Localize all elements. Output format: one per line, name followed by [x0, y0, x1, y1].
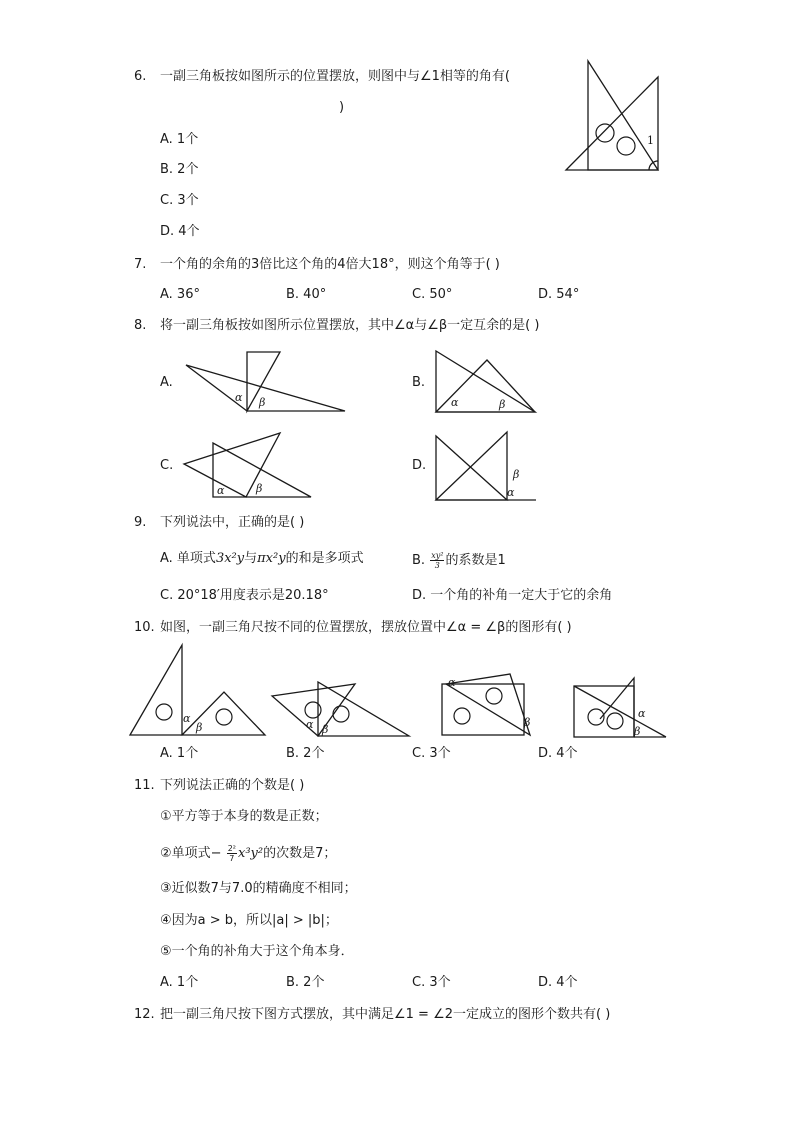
- question-12-stem: 把一副三角尺按下图方式摆放，其中满足∠1 = ∠2一定成立的图形个数共有( ): [160, 1007, 611, 1022]
- question-11-option-b[interactable]: B. 2个: [286, 975, 325, 990]
- q10f4-alpha: α: [638, 707, 646, 720]
- question-6-option-c[interactable]: C. 3个: [160, 193, 199, 208]
- q10f1-triangle-2: [182, 692, 265, 735]
- question-8-option-a-letter[interactable]: A.: [160, 375, 173, 390]
- q11s2-fraction: [227, 844, 237, 863]
- question-7-option-b[interactable]: B. 40°: [286, 287, 327, 302]
- q10f3-alpha: α: [448, 676, 456, 689]
- question-8-figure-c: [180, 428, 320, 500]
- q10f4-hole-2: [607, 713, 623, 729]
- q8b-beta: β: [499, 398, 506, 411]
- question-10-option-a[interactable]: A. 1个: [160, 746, 199, 761]
- q9a-pre: A. 单项式: [160, 551, 216, 566]
- q6-hole-1: [596, 124, 614, 142]
- question-11-statement-2: [160, 844, 336, 863]
- question-12-number: 12.: [134, 1007, 155, 1022]
- question-9-stem: 下列说法中，正确的是( ): [160, 515, 305, 530]
- q10f1-hole-2: [216, 709, 232, 725]
- question-7-option-c[interactable]: C. 50°: [412, 287, 453, 302]
- question-11-statement-1: ①平方等于本身的数是正数；: [160, 809, 328, 824]
- q8b-alpha: α: [451, 396, 459, 409]
- question-9-option-a[interactable]: [160, 551, 364, 567]
- question-6-stem-end: ): [339, 100, 345, 115]
- question-11-number: 11.: [134, 778, 155, 793]
- question-11-option-a[interactable]: A. 1个: [160, 975, 199, 990]
- q10f2-hole-2: [333, 706, 349, 722]
- question-11-option-d[interactable]: D. 4个: [538, 975, 578, 990]
- question-10-figure-1: [128, 640, 268, 737]
- q8a-triangle-1: [186, 365, 345, 411]
- question-6-option-a[interactable]: A. 1个: [160, 132, 199, 147]
- question-10-stem: 如图，一副三角尺按不同的位置摆放，摆放位置中∠α = ∠β的图形有( ): [160, 620, 572, 635]
- question-8-option-b-letter[interactable]: B.: [412, 375, 426, 390]
- question-6-figure: [560, 55, 670, 180]
- q6-angle-label: 1: [647, 134, 654, 147]
- q10f3-triangle: [446, 674, 530, 735]
- question-11-statement-4: ④因为a > b，所以|a| > |b|；: [160, 913, 338, 928]
- question-11-statement-3: ③近似数7与7.0的精确度不相同；: [160, 881, 357, 896]
- q9a-math-2: πx²y: [257, 551, 286, 566]
- q10f4-beta: β: [634, 725, 641, 738]
- q11s2-post: 的次数是7；: [263, 846, 337, 861]
- q8d-beta: β: [513, 468, 520, 481]
- q10f3-hole-2: [454, 708, 470, 724]
- question-9-number: 9.: [134, 515, 147, 530]
- question-7-option-a[interactable]: A. 36°: [160, 287, 200, 302]
- q10f1-hole-1: [156, 704, 172, 720]
- question-10-figure-3: [438, 672, 538, 738]
- q8a-beta: β: [259, 396, 266, 409]
- q9a-mid: 与: [244, 551, 258, 566]
- q8c-beta: β: [256, 482, 263, 495]
- q10f2-triangle-1: [272, 684, 355, 736]
- q8a-alpha: α: [235, 391, 243, 404]
- question-10-figure-4: [570, 675, 670, 739]
- question-8-number: 8.: [134, 318, 147, 333]
- question-6-stem: 一副三角板按如图所示的位置摆放，则图中与∠1相等的角有(: [160, 69, 510, 84]
- q10f1-beta: β: [196, 721, 203, 734]
- question-8-figure-a: [180, 345, 350, 415]
- q8d-alpha: α: [507, 486, 515, 499]
- question-7-stem: 一个角的余角的3倍比这个角的4倍大18°，则这个角等于( ): [160, 257, 500, 272]
- question-9-option-d[interactable]: D. 一个角的补角一定大于它的余角: [412, 588, 613, 603]
- question-8-option-d-letter[interactable]: D.: [412, 458, 427, 473]
- q10f4-rectangle: [574, 686, 634, 737]
- q6-triangle-isosceles: [566, 77, 658, 170]
- q9a-math-1: 3x²y: [215, 551, 245, 566]
- question-7-option-d[interactable]: D. 54°: [538, 287, 580, 302]
- q10f2-alpha: α: [306, 718, 314, 731]
- question-10-option-c[interactable]: C. 3个: [412, 746, 451, 761]
- question-10-option-b[interactable]: B. 2个: [286, 746, 325, 761]
- q10f2-beta: β: [322, 723, 329, 736]
- q11s2-numerator: 2²: [227, 844, 236, 853]
- q10f3-beta: β: [524, 716, 531, 729]
- question-8-figure-b: [432, 348, 542, 416]
- q10f3-rectangle: [442, 684, 524, 735]
- q10f1-alpha: α: [183, 712, 191, 725]
- q10f4-hypotenuse: [574, 686, 666, 737]
- q9b-post: 的系数是1: [445, 553, 506, 568]
- q10f2-triangle-2: [318, 682, 409, 736]
- question-6-option-d[interactable]: D. 4个: [160, 224, 200, 239]
- question-9-option-b[interactable]: [412, 551, 506, 570]
- q9b-denominator: 3: [434, 561, 440, 570]
- question-6-number: 6.: [134, 69, 147, 84]
- q9b-numerator: xy²: [431, 551, 444, 560]
- question-8-figure-d: [432, 428, 542, 503]
- q9b-fraction: [430, 551, 444, 570]
- question-11-option-c[interactable]: C. 3个: [412, 975, 451, 990]
- q6-hole-2: [617, 137, 635, 155]
- question-8-stem: 将一副三角板按如图所示位置摆放，其中∠α与∠β一定互余的是( ): [160, 318, 540, 333]
- question-9-option-c[interactable]: C. 20°18′用度表示是20.18°: [160, 588, 329, 603]
- q8c-triangle-2: [184, 433, 280, 497]
- question-10-option-d[interactable]: D. 4个: [538, 746, 578, 761]
- q6-triangle-tall: [588, 61, 658, 170]
- question-10-number: 10.: [134, 620, 155, 635]
- q9a-post: 的和是多项式: [285, 551, 364, 566]
- question-8-option-c-letter[interactable]: C.: [160, 458, 174, 473]
- question-11-stem: 下列说法正确的个数是( ): [160, 778, 305, 793]
- q10f1-triangle-1: [130, 645, 182, 735]
- q11s2-expression: x³y²: [238, 846, 264, 861]
- question-7-number: 7.: [134, 257, 147, 272]
- q11s2-pre: ②单项式−: [160, 846, 222, 861]
- q9b-pre: B.: [412, 553, 426, 568]
- question-11-statement-5: ⑤一个角的补角大于这个角本身．: [160, 944, 354, 959]
- q11s2-denominator: 7: [229, 854, 235, 863]
- question-6-option-b[interactable]: B. 2个: [160, 162, 199, 177]
- question-10-figure-2: [268, 676, 413, 738]
- q8c-alpha: α: [217, 484, 225, 497]
- q10f3-hole-1: [486, 688, 502, 704]
